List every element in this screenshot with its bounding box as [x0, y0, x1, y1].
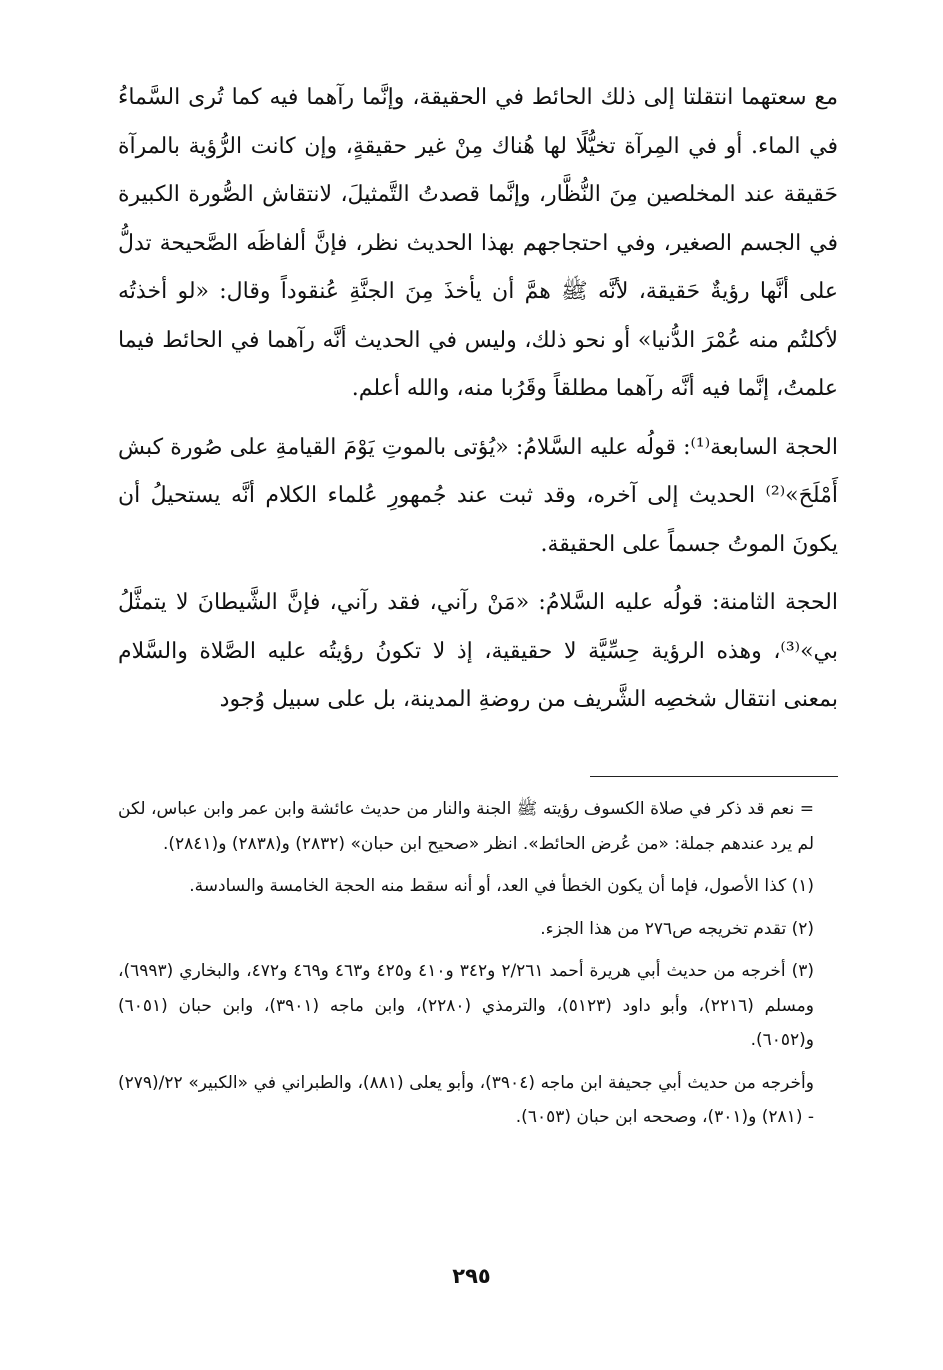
- footnote-continuation: = نعم قد ذكر في صلاة الكسوف رؤيته ﷺ الجنة والنار من حديث عائشة وابن عمر وابن عباس، لكن لم يرد عندهم جملة: «من عُرض الحائط». انظر «صحيح ابن حبان» (٢٨٣٢) و(٢٨٣٨) و(٢٨٤١).: [118, 799, 814, 854]
- main-text-block: [118, 74, 838, 725]
- footnote-3: (٣) أخرجه من حديث أبي هريرة أحمد ٢/٢٦١ و٣٤٢ و٤١٠ و٤٢٥ و٤٦٣ و٤٦٩ و٤٧٢، والبخاري (٦٩٩٣)، ومسلم (٢٢١٦)، وأبو داود (٥١٢٣)، والترمذي (٢٢٨٠)، وابن ماجه (٣٩٠١)، وابن حبان (٦٠٥١) و(٦٠٥٢).: [118, 961, 814, 1050]
- footnote-1: (١) كذا الأصول، فإما أن يكون الخطأ في العد، أو أنه سقط منه الحجة الخامسة والسادسة.: [189, 876, 814, 896]
- page-number: ٢٩٥: [452, 1264, 491, 1288]
- footnote-separator: [590, 776, 838, 777]
- paragraph-seventh-argument: الحجة السابعة⁽¹⁾: قولُه عليه السَّلامُ: «يُؤتى بالموتِ يَوْمَ القيامةِ على صُورة كبش أَمْلَحَ»⁽²⁾ الحديث إلى آخره، وقد ثبت عند جُمهورِ عُلماء الكلام أنَّه يستحيلُ أن يكونَ الموتُ جسماً على الحقيقة.: [118, 434, 838, 557]
- footnotes-block: [118, 792, 840, 1143]
- paragraph-continuation: مع سعتهما انتقلتا إلى ذلك الحائط في الحقيقة، وإنَّما رآهما فيه كما تُرى السَّماءُ في الماء. أو في المِرآة تخيُّلًا لها هُناك مِنْ غير حقيقةٍ، وإن كانت الرُّؤية بالمرآة حَقيقة عند المخلصين مِنَ النُّظَّار، وإنَّما قصدتُ التَّمثيلَ، لانتقاش الصُّورة الكبيرة في الجسم الصغير، وفي احتجاجهم بهذا الحديث نظر، فإنَّ ألفاظَه الصَّحيحة تدلُّ على أنَّها رؤيةٌ حَقيقة، لأنَّه ﷺ همَّ أن يأخذَ مِنَ الجنَّةِ عُنقوداً وقال: «لو أخذتُه لأكلتُم منه عُمْرَ الدُّنيا» أو نحو ذلك، وليس في الحديث أنَّه رآهما في الحائط فيما علمتُ، إنَّما فيه أنَّه رآهما مطلقاً وقَرُبا منه، والله أعلم.: [118, 85, 838, 401]
- footnote-3-continuation: وأخرجه من حديث أبي جحيفة ابن ماجه (٣٩٠٤)، وأبو يعلى (٨٨١)، والطبراني في «الكبير» ٢٢/(٢٧٩) - (٢٨١) و(٣٠١)، وصححه ابن حبان (٦٠٥٣).: [118, 1072, 814, 1127]
- paragraph-eighth-argument: الحجة الثامنة: قولُه عليه السَّلامُ: «مَنْ رآني، فقد رآني، فإنَّ الشَّيطانَ لا يتمثَّلُ بي»⁽³⁾، وهذه الرؤية حِسِّيَّة لا حقيقية، إذ لا تكونُ رؤيتُه عليه الصَّلاة والسَّلام بمعنى انتقال شخصِه الشَّريف من روضةِ المدينة، بل على سبيل وُجود: [118, 590, 838, 712]
- footnote-2: (٢) تقدم تخريجه ص٢٧٦ من هذا الجزء.: [540, 918, 814, 939]
